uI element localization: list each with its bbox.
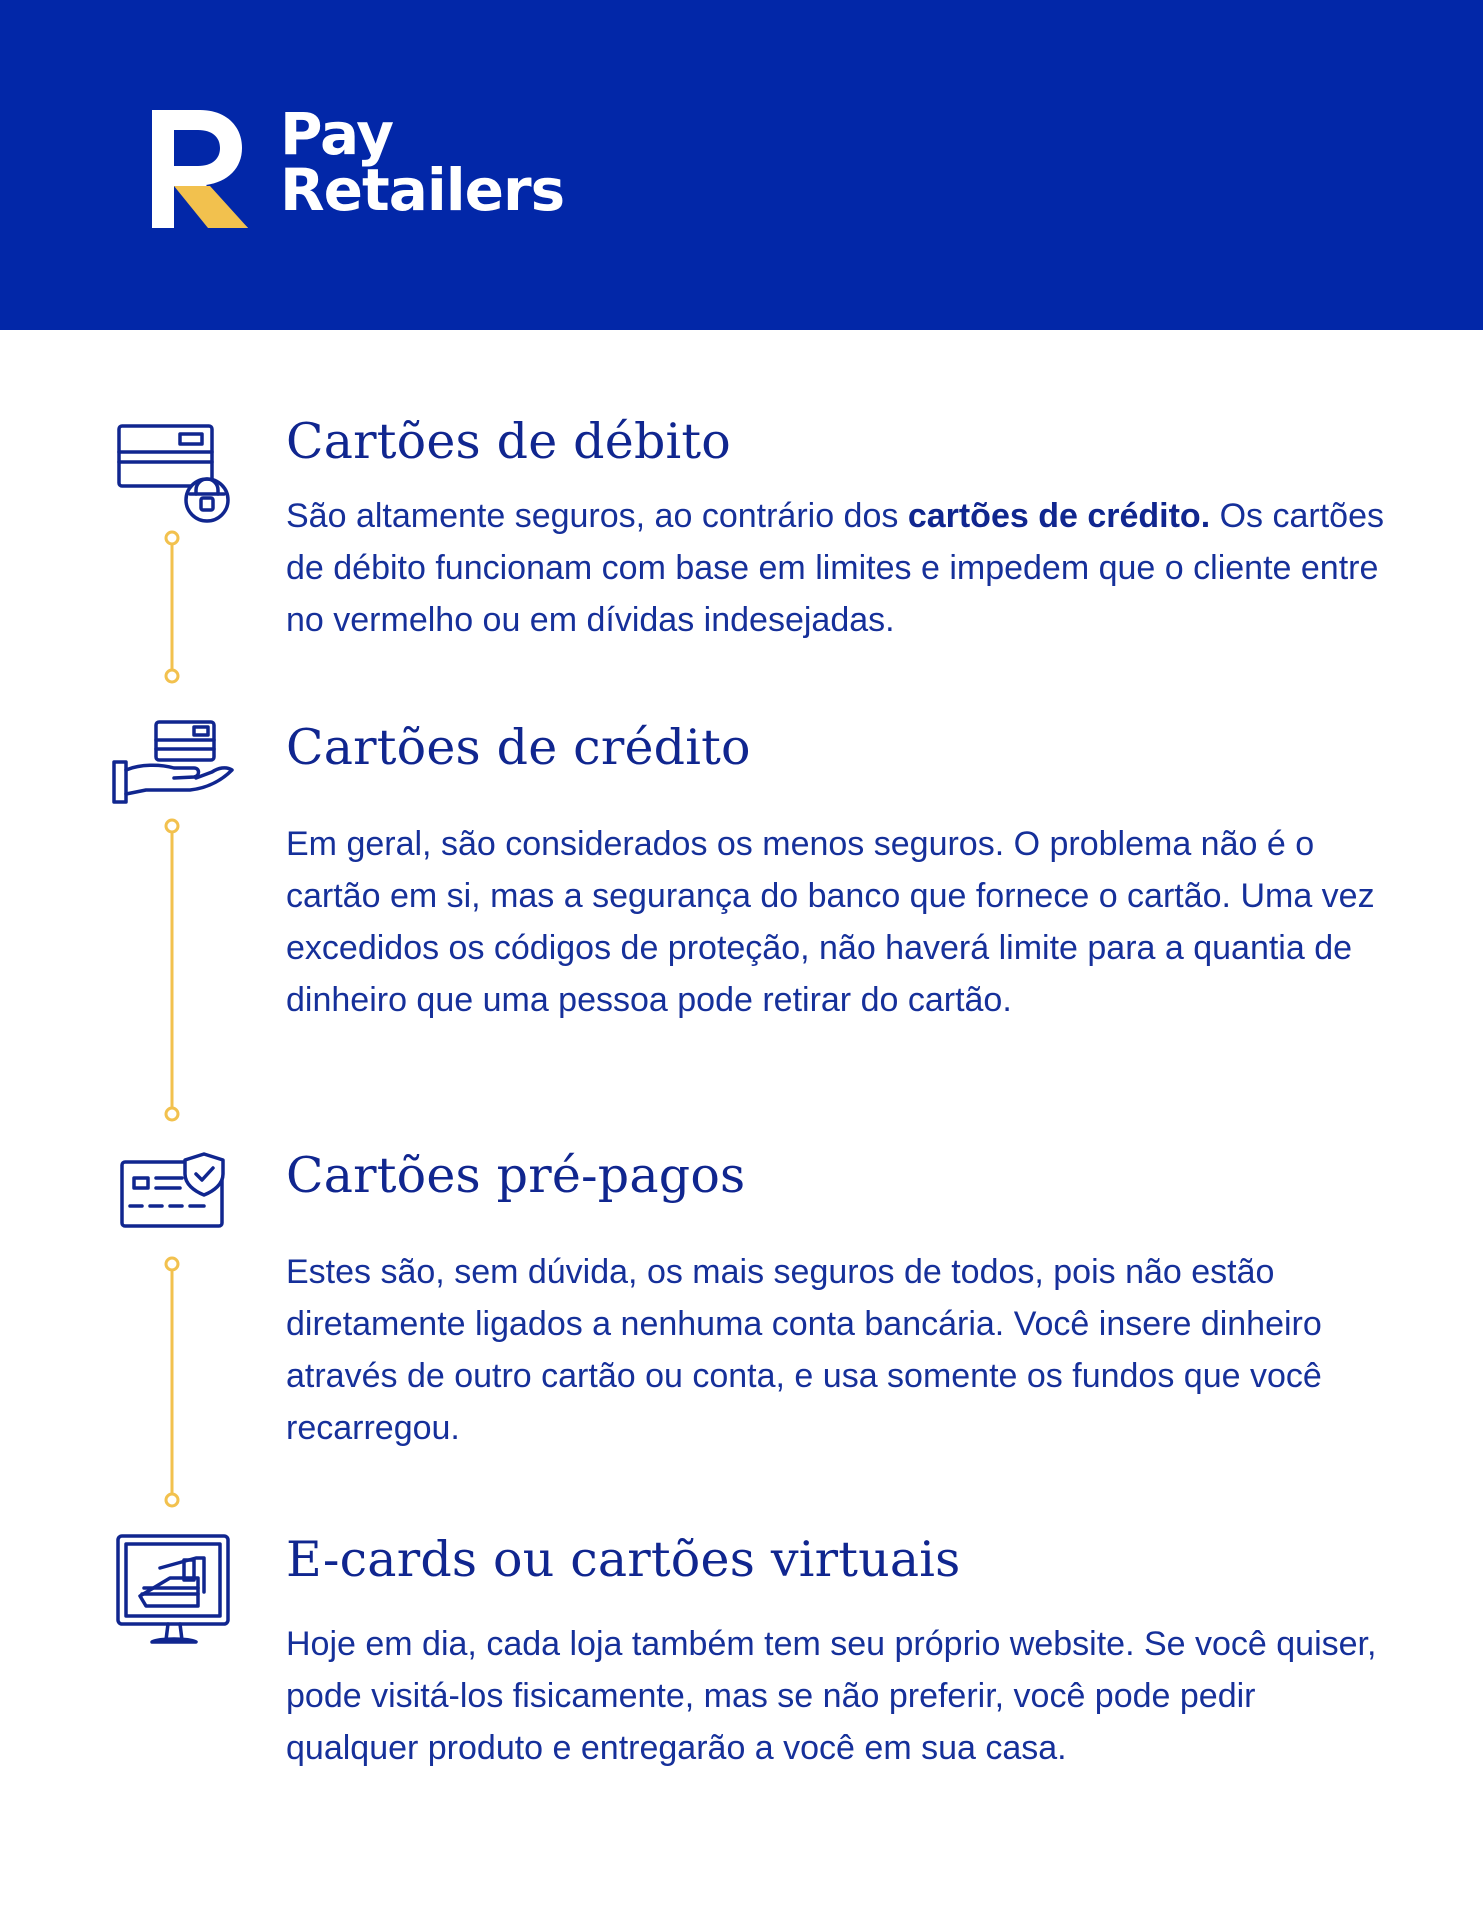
- section-body: Estes são, sem dúvida, os mais seguros de todos, pois não estão diretamente ligados a nenhuma conta bancária. Você insere dinheiro através de outro cartão ou conta, e usa somente os fundos que você recarregou.: [286, 1253, 1322, 1447]
- section-title: Cartões de crédito: [286, 719, 751, 776]
- section-title: E-cards ou cartões virtuais: [286, 1531, 961, 1588]
- logo-word-pay: Pay: [280, 100, 394, 168]
- monitor-card-icon: [118, 1536, 228, 1642]
- body-text: Os cartões de débito funcionam com base em limites e impedem que o cliente entre no vermelho ou em dívidas indesejadas.: [286, 497, 1384, 639]
- logo-r-mark-icon: [152, 110, 248, 228]
- section-body: Em geral, são considerados os menos seguros. O problema não é o cartão em si, mas a segurança do banco que fornece o cartão. Uma vez excedidos os códigos de proteção, não haverá limite para a quantia de dinheiro que uma pessoa pode retirar do cartão.: [286, 825, 1375, 1019]
- section-virtual-cards: [286, 1530, 1396, 1774]
- section-debit-cards: [286, 412, 1396, 646]
- section-body: [286, 490, 1396, 646]
- section-body: Hoje em dia, cada loja também tem seu próprio website. Se você quiser, pode visitá-los fisicamente, mas se não preferir, você pode pedir qualquer produto e entregarão a você em sua casa.: [286, 1625, 1377, 1767]
- section-credit-cards: [286, 718, 1396, 1026]
- logo-wordmark: [280, 100, 565, 224]
- card-shield-icon: [122, 1154, 223, 1226]
- hand-card-icon: [114, 722, 232, 802]
- timeline-connector: [166, 532, 178, 1506]
- body-text: São altamente seguros, ao contrário dos: [286, 497, 908, 535]
- debit-card-lock-icon: [119, 426, 228, 521]
- section-title: Cartões de débito: [286, 413, 731, 470]
- timeline: [100, 410, 250, 1670]
- logo-word-retailers: Retailers: [280, 156, 565, 224]
- section-prepaid-cards: [286, 1146, 1396, 1454]
- body-emphasis: cartões de crédito.: [907, 497, 1211, 535]
- payretailers-logo: [152, 100, 572, 230]
- section-title: Cartões pré-pagos: [286, 1147, 746, 1204]
- header-banner: [0, 0, 1483, 330]
